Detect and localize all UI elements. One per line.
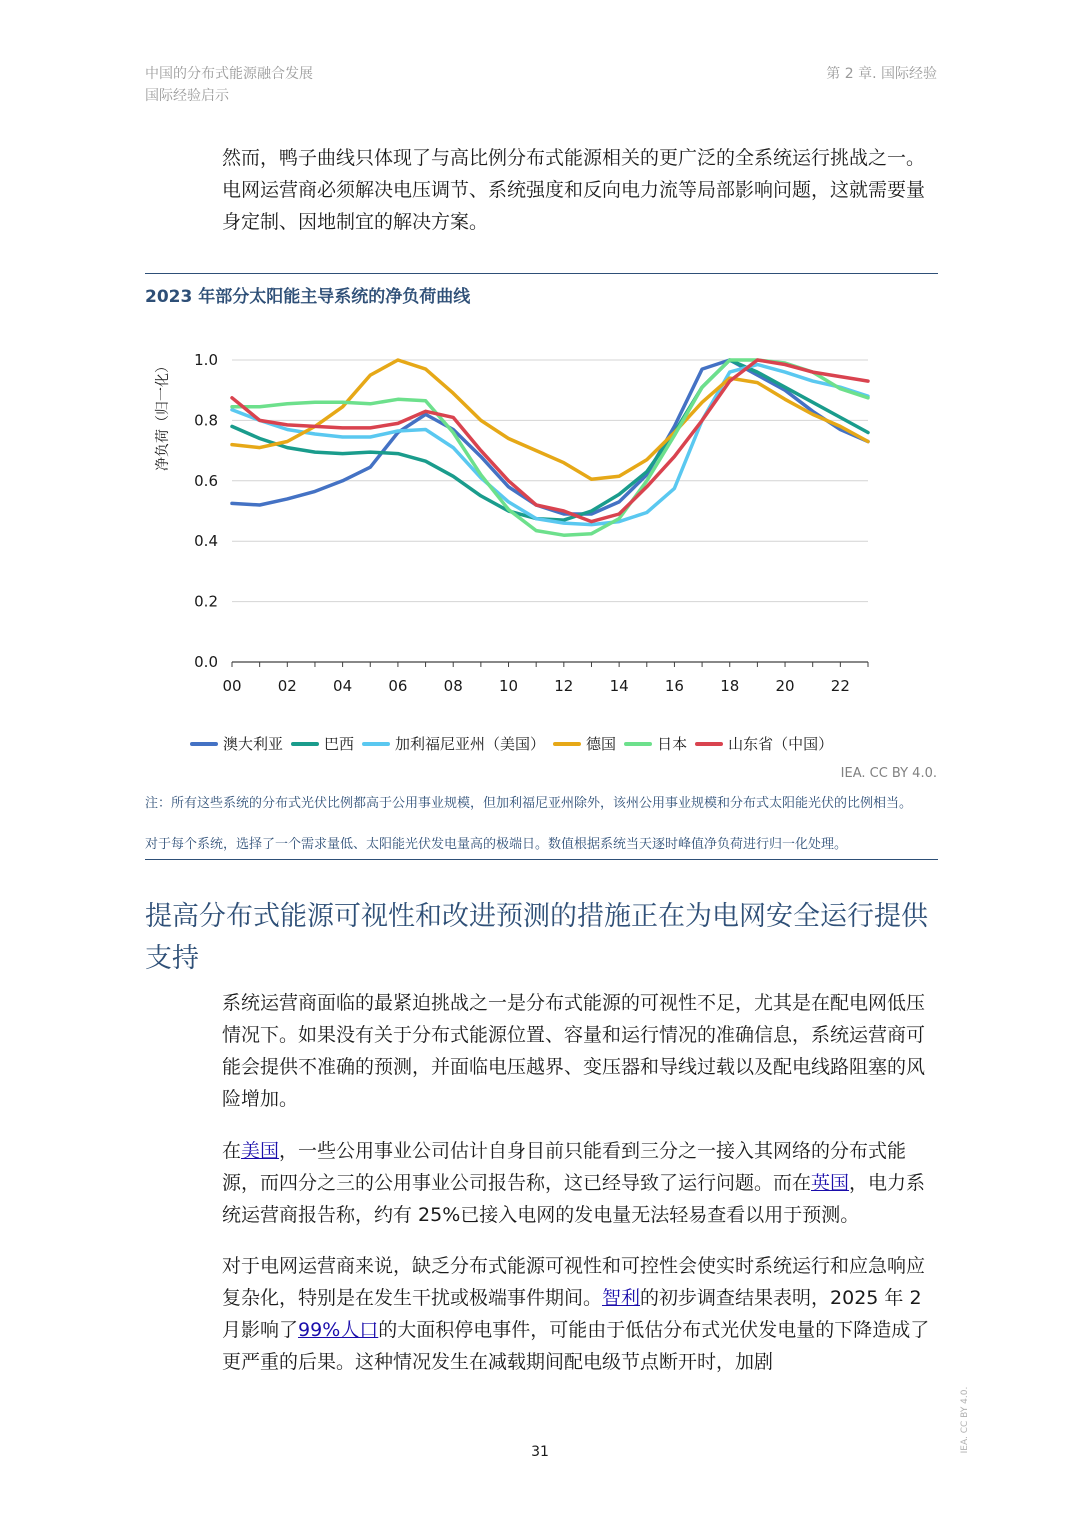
legend-label: 日本 [657, 735, 688, 753]
p2-text-a: 在 [222, 1140, 242, 1162]
x-tick-label: 10 [498, 677, 519, 695]
link-99-percent-population[interactable]: 99%人口 [298, 1319, 379, 1341]
figure-credit: IEA. CC BY 4.0. [840, 766, 937, 781]
section-heading: 提高分布式能源可视性和改进预测的措施正在为电网安全运行提供支持 [145, 901, 928, 974]
legend-label: 德国 [586, 735, 617, 753]
legend-label: 加利福尼亚州（美国） [395, 735, 546, 753]
legend-label: 澳大利亚 [223, 735, 284, 753]
header-report-subtitle: 国际经验启示 [145, 88, 229, 104]
y-axis-label: 净负荷（归一化） [155, 359, 171, 471]
figure-note-2: 对于每个系统，选择了一个需求量低、太阳能光伏发电量高的极端日。数值根据系统当天逐时峰值净负荷进行归一化处理。 [145, 837, 848, 852]
legend-swatch [695, 742, 723, 746]
legend-label: 山东省（中国） [728, 735, 834, 753]
y-tick-label: 0.2 [194, 592, 218, 611]
legend-swatch [553, 742, 581, 746]
x-tick-label: 04 [333, 677, 353, 695]
legend-item [291, 733, 354, 754]
legend-label: 巴西 [324, 735, 355, 753]
p3-text-a: 对于电网运营商来说，缺乏分布式能源可视性和可控性会使实时系统运行和应急响应复杂化，特别是在发生干扰或极端事件期间。 [222, 1255, 926, 1309]
legend-item [190, 733, 283, 754]
header-report-title: 中国的分布式能源融合发展 [145, 66, 313, 82]
y-tick-label: 0.6 [194, 471, 218, 490]
legend-item [362, 733, 545, 754]
figure-top-rule [145, 273, 938, 274]
x-tick-label: 14 [609, 677, 629, 695]
y-tick-label: 0.4 [194, 532, 218, 551]
y-tick-label: 0.0 [194, 653, 218, 671]
x-tick-label: 06 [388, 677, 408, 695]
legend-swatch [291, 742, 319, 746]
x-tick-label: 12 [554, 677, 574, 695]
legend-item [553, 733, 616, 754]
link-united-states[interactable]: 美国 [241, 1140, 280, 1162]
x-tick-label: 08 [443, 677, 463, 695]
running-header-left [145, 63, 313, 107]
x-tick-label: 20 [775, 677, 795, 695]
x-tick-label: 16 [664, 677, 684, 695]
series-line-3 [232, 360, 868, 479]
legend-swatch [190, 742, 218, 746]
chart-legend [190, 733, 910, 754]
p2-text-c: ，电力系统运营商报告称，约有 25%已接入电网的发电量无法轻易查看以用于预测。 [222, 1172, 926, 1226]
x-tick-label: 00 [222, 677, 242, 695]
link-united-kingdom[interactable]: 英国 [811, 1172, 850, 1194]
y-tick-label: 1.0 [194, 351, 218, 369]
legend-swatch [362, 742, 390, 746]
link-chile[interactable]: 智利 [602, 1287, 641, 1309]
series-line-2 [232, 365, 868, 525]
legend-item [695, 733, 833, 754]
y-tick-label: 0.8 [194, 411, 218, 430]
side-credit: IEA. CC BY 4.0. [960, 1386, 970, 1454]
intro-paragraph: 然而，鸭子曲线只体现了与高比例分布式能源相关的更广泛的全系统运行挑战之一。电网运营商必须解决电压调节、系统强度和反向电力流等局部影响问题，这就需要量身定制、因地制宜的解决方案。 [222, 147, 926, 233]
section-paragraph-3 [222, 1250, 942, 1378]
figure-note-1: 注：所有这些系统的分布式光伏比例都高于公用事业规模，但加利福尼亚州除外，该州公用事业规模和分布式太阳能光伏的比例相当。 [145, 796, 913, 811]
page-number: 31 [531, 1444, 549, 1460]
x-tick-label: 02 [277, 677, 297, 695]
net-load-line-chart [145, 330, 905, 705]
legend-item [624, 733, 687, 754]
p3-text-b: 的初步调查结果表明，2025 年 2 月影响了 [222, 1287, 922, 1341]
header-chapter: 第 2 章. 国际经验 [826, 66, 937, 82]
x-tick-label: 22 [830, 677, 850, 695]
p3-text-c: 的大面积停电事件，可能由于低估分布式光伏发电量的下降造成了更严重的后果。这种情况发生在减载期间配电级节点断开时，加剧 [222, 1319, 930, 1373]
x-tick-label: 18 [720, 677, 740, 695]
section-paragraph-2 [222, 1135, 942, 1231]
figure-bottom-rule [145, 859, 938, 860]
section-paragraph-1: 系统运营商面临的最紧迫挑战之一是分布式能源的可视性不足，尤其是在配电网低压情况下。如果没有关于分布式能源位置、容量和运行情况的准确信息，系统运营商可能会提供不准确的预测，并面临电压越界、变压器和导线过载以及配电线路阻塞的风险增加。 [222, 992, 926, 1110]
legend-swatch [624, 742, 652, 746]
p2-text-b: ，一些公用事业公司估计自身目前只能看到三分之一接入其网络的分布式能源，而四分之三的公用事业公司报告称，这已经导致了运行问题。而在 [222, 1140, 907, 1194]
figure-title: 2023 年部分太阳能主导系统的净负荷曲线 [145, 287, 471, 307]
